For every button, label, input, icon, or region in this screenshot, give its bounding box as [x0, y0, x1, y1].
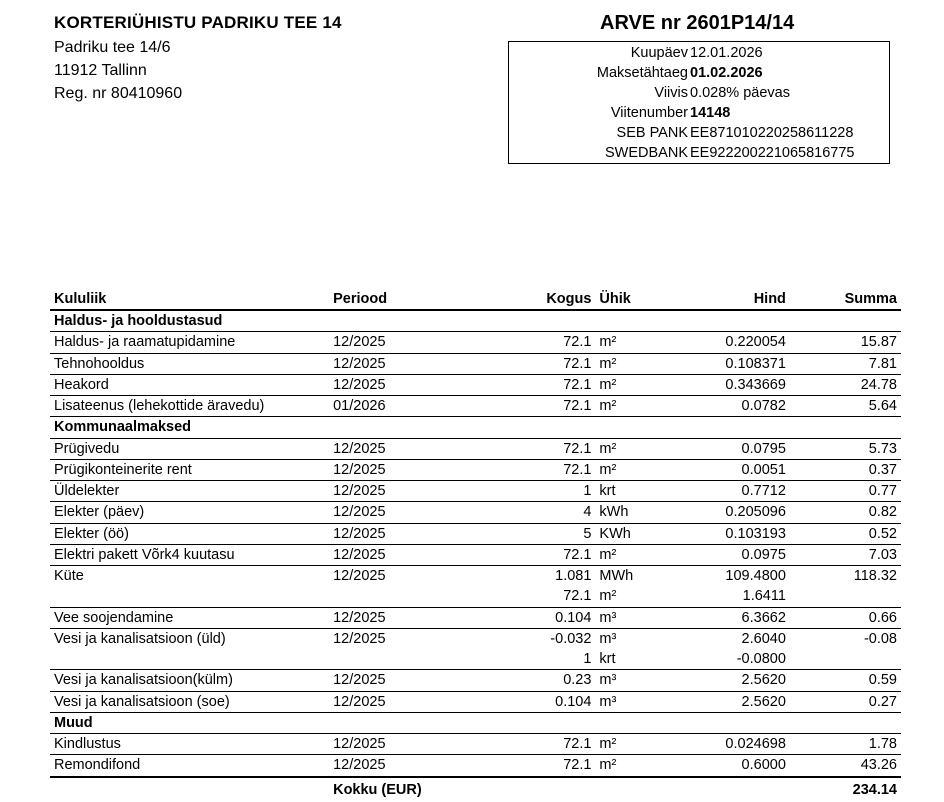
- header-qty: Kogus: [476, 289, 596, 310]
- cell-qty: 72.1: [476, 353, 596, 374]
- invoice-field-row: [509, 83, 889, 103]
- group-title: Muud: [50, 712, 901, 733]
- cell-unit: krt: [595, 649, 665, 670]
- company-reg-number: Reg. nr 80410960: [54, 85, 183, 102]
- cell-qty: 72.1: [476, 755, 596, 777]
- header-unit: Ühik: [595, 289, 665, 310]
- cell-period: 12/2025: [333, 630, 386, 647]
- invoice-field-value: EE922200221065816775: [690, 145, 855, 161]
- total-spacer-unit: [595, 777, 665, 802]
- invoice-field-label: SWEDBANK: [605, 145, 688, 161]
- cell-period: 12/2025: [333, 568, 386, 585]
- cell-qty: 0.104: [476, 607, 596, 628]
- cell-qty: 5: [476, 523, 596, 544]
- table-row: [50, 396, 901, 417]
- cell-period: 12/2025: [329, 481, 475, 502]
- cell-qty: 72.1: [476, 544, 596, 565]
- cell-period: 12/2025: [329, 459, 475, 480]
- total-spacer: [50, 777, 329, 802]
- invoice-field-value: EE871010220258611228: [690, 125, 854, 141]
- invoice-number: 2601P14/14: [686, 12, 795, 34]
- header-sum: Summa: [790, 289, 901, 310]
- group-title: Haldus- ja hooldustasud: [50, 310, 901, 332]
- group-header-row: [50, 712, 901, 733]
- table-row: [50, 755, 901, 777]
- cell-sum: -0.08: [863, 630, 897, 647]
- cell-sum: 5.64: [790, 396, 901, 417]
- invoice-field-label: Maksetähtaeg: [596, 65, 688, 81]
- group-header-row: [50, 417, 901, 438]
- cell-qty: 72.1: [476, 332, 596, 353]
- table-row: [50, 544, 901, 565]
- cell-unit: m³: [595, 670, 665, 691]
- cell-price: 0.6000: [666, 755, 790, 777]
- cell-name: Vee soojendamine: [50, 607, 329, 628]
- cell-unit: krt: [595, 481, 665, 502]
- cell-period: 12/2025: [329, 607, 475, 628]
- costs-table: [50, 289, 901, 802]
- cell-name: Haldus- ja raamatupidamine: [50, 332, 329, 353]
- group-title: Kommunaalmaksed: [50, 417, 901, 438]
- invoice-field-row: [509, 63, 889, 83]
- cell-qty: 72.1: [476, 374, 596, 395]
- cell-period: 01/2026: [329, 396, 475, 417]
- total-row: [50, 777, 901, 802]
- cell-unit: m³: [595, 691, 665, 712]
- table-row: [50, 459, 901, 480]
- table-row: [50, 566, 901, 587]
- cell-name: Kindlustus: [50, 734, 329, 755]
- header-period: Periood: [329, 289, 475, 310]
- company-name: KORTERIÜHISTU PADRIKU TEE 14: [54, 13, 342, 32]
- cell-qty: 72.1: [476, 396, 596, 417]
- cell-unit: m²: [595, 459, 665, 480]
- cell-unit: m²: [595, 374, 665, 395]
- cell-name: Prügikonteinerite rent: [50, 459, 329, 480]
- cell-price: 0.0975: [666, 544, 790, 565]
- cell-name: Lisateenus (lehekottide äravedu): [50, 396, 329, 417]
- cell-qty: 1.081: [555, 568, 592, 585]
- header-price: Hind: [666, 289, 790, 310]
- invoice-field-label: Viitenumber: [610, 105, 688, 121]
- cell-sum: [790, 586, 901, 607]
- cell-price: 2.5620: [666, 691, 790, 712]
- cell-name: Elekter (päev): [50, 502, 329, 523]
- cell-sum: 0.82: [790, 502, 901, 523]
- cell-period: 12/2025: [329, 502, 475, 523]
- invoice-field-label: Kuupäev: [630, 45, 688, 61]
- cell-period: [329, 586, 475, 607]
- cell-qty: -0.032: [550, 630, 592, 647]
- total-value: 234.14: [790, 777, 901, 802]
- cell-unit: m²: [595, 438, 665, 459]
- invoice-field-row: [509, 103, 889, 123]
- cell-qty: 4: [476, 502, 596, 523]
- cell-unit: m²: [595, 396, 665, 417]
- table-row: [50, 734, 901, 755]
- cell-unit: m²: [595, 586, 665, 607]
- cell-unit: MWh: [599, 568, 634, 585]
- cell-qty: 72.1: [476, 438, 596, 459]
- invoice-field-value: 01.02.2026: [690, 65, 763, 81]
- cell-price: 1.6411: [666, 586, 790, 607]
- cell-qty: 1: [476, 481, 596, 502]
- cell-sum: 0.37: [790, 459, 901, 480]
- cell-price: 0.103193: [666, 523, 790, 544]
- cell-period: 12/2025: [329, 332, 475, 353]
- cell-qty: 72.1: [476, 734, 596, 755]
- cell-price: 109.4800: [725, 568, 786, 585]
- cell-name: Vesi ja kanalisatsioon (soe): [50, 691, 329, 712]
- cell-unit: m³: [599, 630, 617, 647]
- table-row: [50, 628, 901, 649]
- cell-price: 0.343669: [666, 374, 790, 395]
- table-row: [50, 649, 901, 670]
- invoice-field-row: [509, 143, 889, 163]
- invoice-title: [600, 12, 794, 35]
- table-row: [50, 332, 901, 353]
- cell-price: 0.220054: [666, 332, 790, 353]
- cell-sum: [790, 649, 901, 670]
- cell-sum: 7.81: [790, 353, 901, 374]
- total-label: Kokku (EUR): [329, 777, 595, 802]
- cell-price: 0.108371: [666, 353, 790, 374]
- cell-qty: 0.104: [476, 691, 596, 712]
- cell-sum: 0.77: [790, 481, 901, 502]
- cell-name: Elektri pakett Võrk4 kuutasu: [50, 544, 329, 565]
- cell-period: 12/2025: [329, 353, 475, 374]
- cell-period: 12/2025: [329, 544, 475, 565]
- cell-name: Remondifond: [50, 755, 329, 777]
- table-row: [50, 438, 901, 459]
- table-row: [50, 691, 901, 712]
- cell-sum: 0.66: [790, 607, 901, 628]
- cell-name: Tehnohooldus: [50, 353, 329, 374]
- cell-period: 12/2025: [329, 438, 475, 459]
- cell-name: Üldelekter: [50, 481, 329, 502]
- cell-period: 12/2025: [329, 755, 475, 777]
- cell-unit: m³: [595, 607, 665, 628]
- invoice-info-box: [508, 41, 890, 164]
- cell-qty: 0.23: [476, 670, 596, 691]
- table-row: [50, 481, 901, 502]
- cell-sum: 43.26: [790, 755, 901, 777]
- cell-name: Vesi ja kanalisatsioon(külm): [50, 670, 329, 691]
- cell-unit: m²: [595, 755, 665, 777]
- cell-name: Prügivedu: [50, 438, 329, 459]
- cell-price: 2.5620: [666, 670, 790, 691]
- cell-sum: 0.59: [790, 670, 901, 691]
- cell-name: Vesi ja kanalisatsioon (üld): [54, 630, 226, 647]
- cell-unit: m²: [595, 734, 665, 755]
- table-row: [50, 374, 901, 395]
- invoice-field-label: SEB PANK: [616, 125, 688, 141]
- cell-sum: 0.27: [790, 691, 901, 712]
- cell-price: -0.0800: [666, 649, 790, 670]
- cell-unit: kWh: [595, 502, 665, 523]
- cell-price: 0.0051: [666, 459, 790, 480]
- table-header-row: [50, 289, 901, 310]
- invoice-field-row: [509, 43, 889, 63]
- cell-period: 12/2025: [329, 670, 475, 691]
- invoice-title-label: ARVE nr: [600, 12, 681, 34]
- table-row: [50, 670, 901, 691]
- cell-sum: 24.78: [790, 374, 901, 395]
- group-header-row: [50, 310, 901, 332]
- cell-unit: m²: [595, 544, 665, 565]
- cell-unit: KWh: [595, 523, 665, 544]
- cell-name: Heakord: [50, 374, 329, 395]
- cell-price: 0.0782: [666, 396, 790, 417]
- cell-price: 0.0795: [666, 438, 790, 459]
- header-name: Kululiik: [50, 289, 329, 310]
- cell-name: [50, 586, 329, 607]
- total-spacer-price: [666, 777, 790, 802]
- cell-price: 0.7712: [666, 481, 790, 502]
- cell-sum: 5.73: [790, 438, 901, 459]
- table-row: [50, 502, 901, 523]
- table-row: [50, 586, 901, 607]
- invoice-field-value: 0.028% päevas: [690, 85, 790, 101]
- cell-name: [50, 649, 329, 670]
- cell-sum: 1.78: [790, 734, 901, 755]
- cell-unit: m²: [595, 332, 665, 353]
- invoice-field-label: Viivis: [654, 85, 688, 101]
- invoice-field-row: [509, 123, 889, 143]
- cell-period: 12/2025: [329, 734, 475, 755]
- cell-name: Elekter (öö): [50, 523, 329, 544]
- cell-price: 0.205096: [666, 502, 790, 523]
- cell-price: 2.6040: [741, 630, 786, 647]
- cell-sum: 7.03: [790, 544, 901, 565]
- cell-period: [329, 649, 475, 670]
- invoice-field-value: 12.01.2026: [690, 45, 763, 61]
- cell-period: 12/2025: [329, 374, 475, 395]
- invoice-field-value: 14148: [690, 105, 731, 121]
- cell-qty: 1: [476, 649, 596, 670]
- cell-qty: 72.1: [476, 459, 596, 480]
- table-row: [50, 353, 901, 374]
- cell-name: Küte: [54, 568, 84, 585]
- company-address-street: Padriku tee 14/6: [54, 39, 171, 56]
- cell-sum: 15.87: [790, 332, 901, 353]
- company-address-city: 11912 Tallinn: [54, 62, 147, 79]
- cell-price: 6.3662: [666, 607, 790, 628]
- cell-price: 0.024698: [666, 734, 790, 755]
- cell-period: 12/2025: [329, 691, 475, 712]
- cell-qty: 72.1: [476, 586, 596, 607]
- cell-period: 12/2025: [329, 523, 475, 544]
- table-row: [50, 607, 901, 628]
- cell-unit: m²: [595, 353, 665, 374]
- cell-sum: 0.52: [790, 523, 901, 544]
- cell-sum: 118.32: [853, 568, 897, 585]
- table-row: [50, 523, 901, 544]
